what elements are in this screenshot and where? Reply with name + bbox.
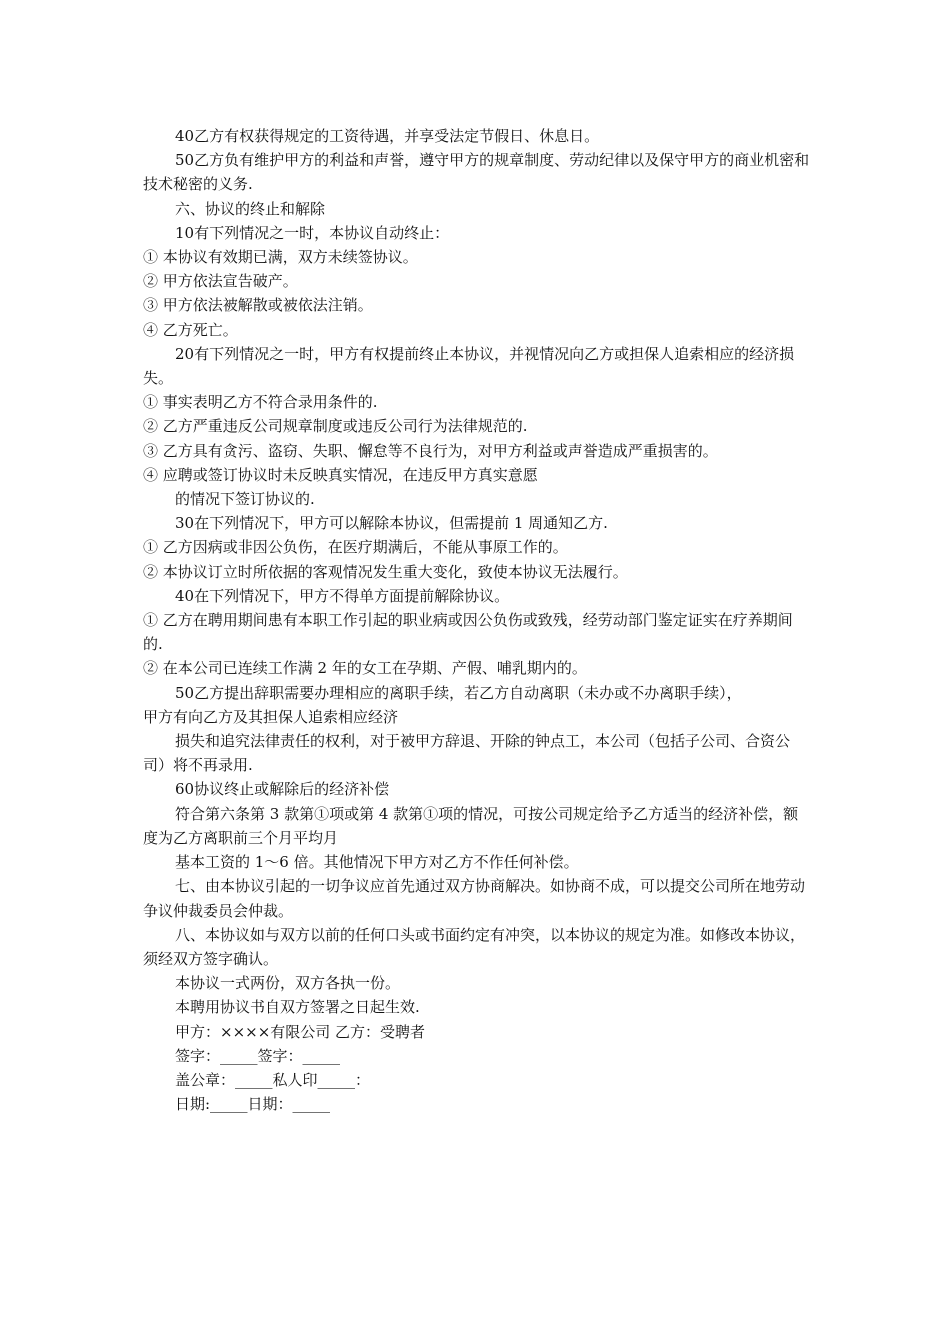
list-item: ① 事实表明乙方不符合录用条件的. — [143, 393, 378, 412]
list-item: ① 本协议有效期已满，双方未续签协议。 — [143, 248, 418, 267]
list-item: ③ 甲方依法被解散或被依法注销。 — [143, 296, 373, 315]
section-heading: 八、本协议如与双方以前的任何口头或书面约定有冲突，以本协议的规定为准。如修改本协议，须经双方签字确认。 — [143, 925, 806, 968]
paragraph: 50乙方负有维护甲方的利益和声誉，遵守甲方的规章制度、劳动纪律以及保守甲方的商业机密和技术秘密的义务. — [143, 151, 810, 194]
paragraph: 甲方有向乙方及其担保人追索相应经济 — [143, 707, 399, 726]
list-item: ④ 应聘或签订协议时未反映真实情况，在违反甲方真实意愿 — [143, 465, 538, 484]
list-item: ② 在本公司已连续工作满 2 年的女工在孕期、产假、哺乳期内的。 — [143, 659, 587, 678]
paragraph: 50乙方提出辞职需要办理相应的离职手续，若乙方自动离职（未办或不办离职手续）， — [175, 683, 742, 702]
paragraph: 40在下列情况下，甲方不得单方面提前解除协议。 — [175, 586, 510, 605]
section-heading: 六、协议的终止和解除 — [175, 199, 326, 218]
list-item: ① 乙方因病或非因公负伤，在医疗期满后，不能从事原工作的。 — [143, 538, 568, 557]
document-body — [143, 124, 811, 1116]
paragraph: 30在下列情况下，甲方可以解除本协议，但需提前 1 周通知乙方. — [175, 514, 608, 533]
section-heading: 七、由本协议引起的一切争议应首先通过双方协商解决。如协商不成，可以提交公司所在地劳动争议仲裁委员会仲裁。 — [143, 877, 806, 920]
signature-line: 签字：_____签字：_____ — [175, 1046, 341, 1065]
paragraph: 本聘用协议书自双方签署之日起生效. — [175, 998, 420, 1017]
seal-line: 盖公章：_____私人印_____： — [175, 1070, 371, 1089]
paragraph: 基本工资的 1～6 倍。其他情况下甲方对乙方不作任何补偿。 — [175, 853, 579, 872]
paragraph: 60协议终止或解除后的经济补偿 — [175, 780, 390, 799]
list-item: ④ 乙方死亡。 — [143, 320, 238, 339]
list-item: ③ 乙方具有贪污、盗窃、失职、懈怠等不良行为，对甲方利益或声誉造成严重损害的。 — [143, 441, 718, 460]
date-line: 日期:_____日期：_____ — [175, 1095, 331, 1114]
list-item: ② 乙方严重违反公司规章制度或违反公司行为法律规范的. — [143, 417, 528, 436]
paragraph: 40乙方有权获得规定的工资待遇，并享受法定节假日、休息日。 — [175, 127, 600, 145]
paragraph: 10有下列情况之一时，本协议自动终止： — [175, 223, 450, 242]
list-item: ① 乙方在聘用期间患有本职工作引起的职业病或因公负伤或致残，经劳动部门鉴定证实在疗养期间的. — [143, 611, 793, 654]
paragraph: 损失和追究法律责任的权利，对于被甲方辞退、开除的钟点工，本公司（包括子公司、合资公司）将不再录用. — [143, 732, 791, 775]
list-item-continuation: 的情况下签订协议的. — [175, 490, 315, 509]
paragraph: 本协议一式两份，双方各执一份。 — [175, 974, 401, 993]
list-item: ② 甲方依法宣告破产。 — [143, 272, 298, 291]
list-item: ② 本协议订立时所依据的客观情况发生重大变化，致使本协议无法履行。 — [143, 562, 628, 581]
paragraph: 符合第六条第 3 款第①项或第 4 款第①项的情况，可按公司规定给予乙方适当的经济补偿，额度为乙方离职前三个月平均月 — [143, 804, 799, 847]
paragraph: 20有下列情况之一时，甲方有权提前终止本协议，并视情况向乙方或担保人追索相应的经济损失。 — [143, 344, 795, 388]
party-line: 甲方：××××有限公司 乙方：受聘者 — [175, 1022, 426, 1041]
